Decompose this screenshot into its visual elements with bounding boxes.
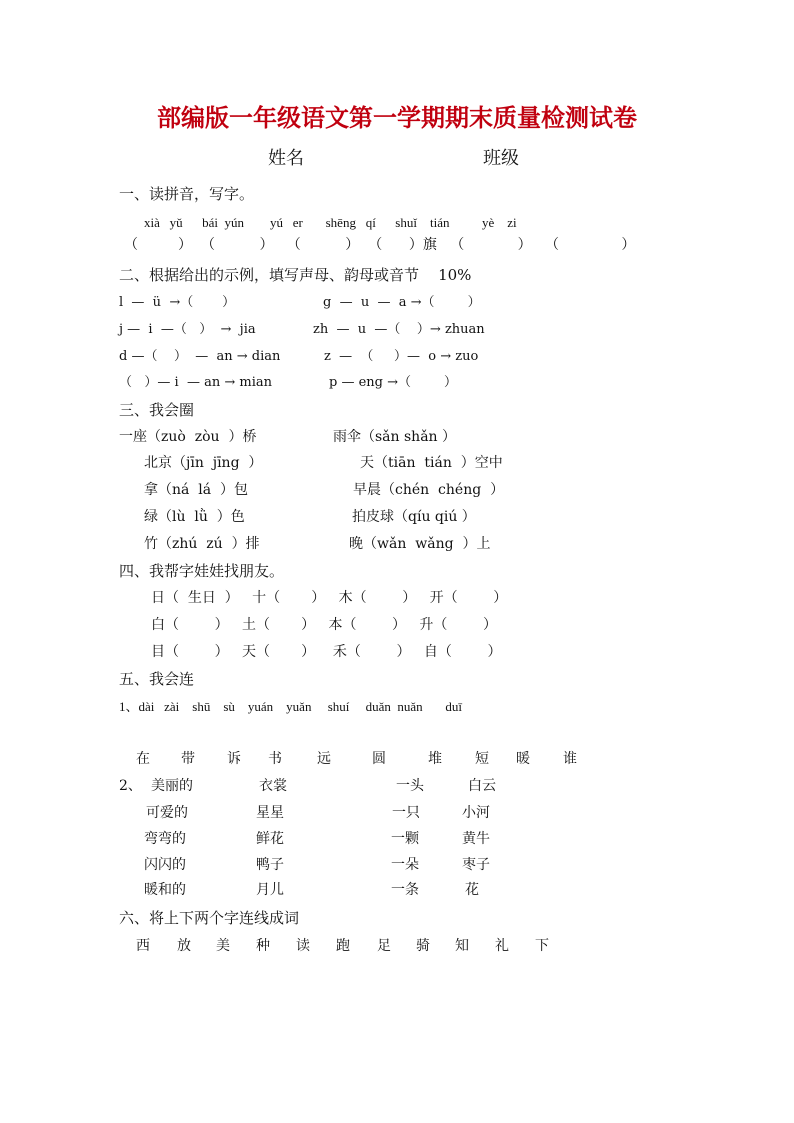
s3-row-5-left: 竹（zhú zú ）排 bbox=[144, 536, 260, 552]
s6-char-8: 骑 bbox=[416, 938, 430, 954]
s6-char-2: 放 bbox=[177, 938, 191, 954]
s5-pair-3-a: 弯弯的 bbox=[144, 831, 186, 847]
s3-row-4-left: 绿（lù lǜ ）色 bbox=[144, 509, 245, 525]
s3-row-3-right: 早晨（chén chéng ） bbox=[353, 482, 505, 498]
s5-char-6: 圆 bbox=[372, 751, 386, 767]
section-6-heading: 六、将上下两个字连线成词 bbox=[119, 909, 300, 927]
s3-row-3-left: 拿（ná lá ）包 bbox=[144, 482, 248, 498]
s6-char-5: 读 bbox=[296, 938, 310, 954]
s2-row-2-left: j — i —（ ） → jia bbox=[119, 322, 256, 337]
class-label: 班级 bbox=[483, 148, 519, 169]
s5-char-5: 远 bbox=[317, 751, 331, 767]
s5-pinyin-line: 1、dài zài shū sù yuán yuǎn shuí duǎn nuǎn duī bbox=[119, 699, 463, 714]
s5-pair-3-b: 鲜花 bbox=[256, 831, 284, 847]
s5-pair-3-d: 黄牛 bbox=[462, 831, 490, 847]
s5-char-10: 谁 bbox=[563, 751, 577, 767]
s6-char-10: 礼 bbox=[495, 938, 509, 954]
s5-char-4: 书 bbox=[268, 751, 282, 767]
s5-pair-3-c: 一颗 bbox=[391, 831, 419, 847]
s6-char-3: 美 bbox=[216, 938, 230, 954]
s3-row-1-right: 雨伞（sǎn shǎn ） bbox=[333, 429, 457, 445]
s5-pair-5-c: 一条 bbox=[391, 882, 419, 898]
s6-char-9: 知 bbox=[455, 938, 469, 954]
s2-row-4-right: p — eng →（ ） bbox=[329, 375, 458, 390]
s5-pair-2-a: 可爱的 bbox=[146, 805, 188, 821]
s5-pair-4-d: 枣子 bbox=[462, 857, 490, 873]
s5-pair-2-b: 星星 bbox=[256, 805, 284, 821]
s6-char-4: 种 bbox=[256, 938, 270, 954]
s5-pair-5-a: 暖和的 bbox=[144, 882, 186, 898]
s2-row-3-left: d —（ ） — an → dian bbox=[119, 349, 281, 364]
s5-pair-5-b: 月儿 bbox=[256, 882, 284, 898]
s2-row-1-right: g — u — a →（ ） bbox=[323, 295, 481, 310]
s3-row-5-right: 晚（wǎn wǎng ）上 bbox=[349, 536, 491, 552]
section-5-heading: 五、我会连 bbox=[119, 670, 195, 688]
s5-pair-2-c: 一只 bbox=[392, 805, 420, 821]
s4-row-2: 白（ ） 土（ ） 本（ ） 升（ ） bbox=[151, 617, 498, 633]
s3-row-2-left: 北京（jīn jīng ） bbox=[144, 455, 263, 471]
s2-row-1-left: l — ü →（ ） bbox=[119, 295, 236, 310]
section-4-heading: 四、我帮字娃娃找朋友。 bbox=[119, 562, 285, 580]
s5-char-7: 堆 bbox=[428, 751, 442, 767]
s5-char-9: 暖 bbox=[516, 751, 530, 767]
section-1-heading: 一、读拼音，写字。 bbox=[119, 185, 255, 203]
s2-row-3-right: z — （ ）— o → zuo bbox=[324, 349, 479, 364]
s5-char-1: 在 bbox=[136, 751, 150, 767]
s5-pair-4-a: 闪闪的 bbox=[144, 857, 186, 873]
s5-part2-label: 2、 bbox=[119, 778, 142, 794]
s5-pair-1-a: 美丽的 bbox=[151, 778, 193, 794]
s6-char-11: 下 bbox=[535, 938, 549, 954]
s5-char-8: 短 bbox=[475, 751, 489, 767]
s3-row-4-right: 拍皮球（qíu qiú ） bbox=[352, 509, 476, 525]
s1-pinyin-line: xià yǔ bái yún yú er shēng qí shuǐ tián yè zi bbox=[144, 215, 517, 230]
s4-row-3: 目（ ） 天（ ） 禾（ ） 自（ ） bbox=[151, 644, 502, 660]
section-2-heading: 二、根据给出的示例，填写声母、韵母或音节 10% bbox=[119, 266, 472, 284]
s5-pair-1-b: 衣裳 bbox=[259, 778, 287, 794]
s2-row-4-left: （ ）— i — an → mian bbox=[119, 375, 272, 390]
s6-char-6: 跑 bbox=[336, 938, 350, 954]
s6-char-7: 足 bbox=[377, 938, 391, 954]
s5-pair-4-c: 一朵 bbox=[391, 857, 419, 873]
s4-row-1: 日（ 生日 ） 十（ ） 木（ ） 开（ ） bbox=[151, 590, 508, 606]
name-label: 姓名 bbox=[268, 148, 304, 169]
section-3-heading: 三、我会圈 bbox=[119, 401, 195, 419]
s3-row-1-left: 一座（zuò zòu ）桥 bbox=[119, 429, 257, 445]
s5-pair-2-d: 小河 bbox=[462, 805, 490, 821]
s5-pair-1-c: 一头 bbox=[396, 778, 424, 794]
s5-pair-4-b: 鸭子 bbox=[256, 857, 284, 873]
s3-row-2-right: 天（tiān tián ）空中 bbox=[360, 455, 503, 471]
s5-char-3: 诉 bbox=[227, 751, 241, 767]
s6-char-1: 西 bbox=[136, 938, 150, 954]
s5-char-2: 带 bbox=[181, 751, 195, 767]
page-title: 部编版一年级语文第一学期期末质量检测试卷 bbox=[157, 103, 637, 132]
s5-pair-5-d: 花 bbox=[465, 882, 479, 898]
s5-pair-1-d: 白云 bbox=[468, 778, 496, 794]
s1-bracket-line: （ ） （ ） （ ） （ ）旗 （ ） （ ） bbox=[124, 237, 636, 253]
s2-row-2-right: zh — u —（ ）→ zhuan bbox=[313, 322, 485, 337]
